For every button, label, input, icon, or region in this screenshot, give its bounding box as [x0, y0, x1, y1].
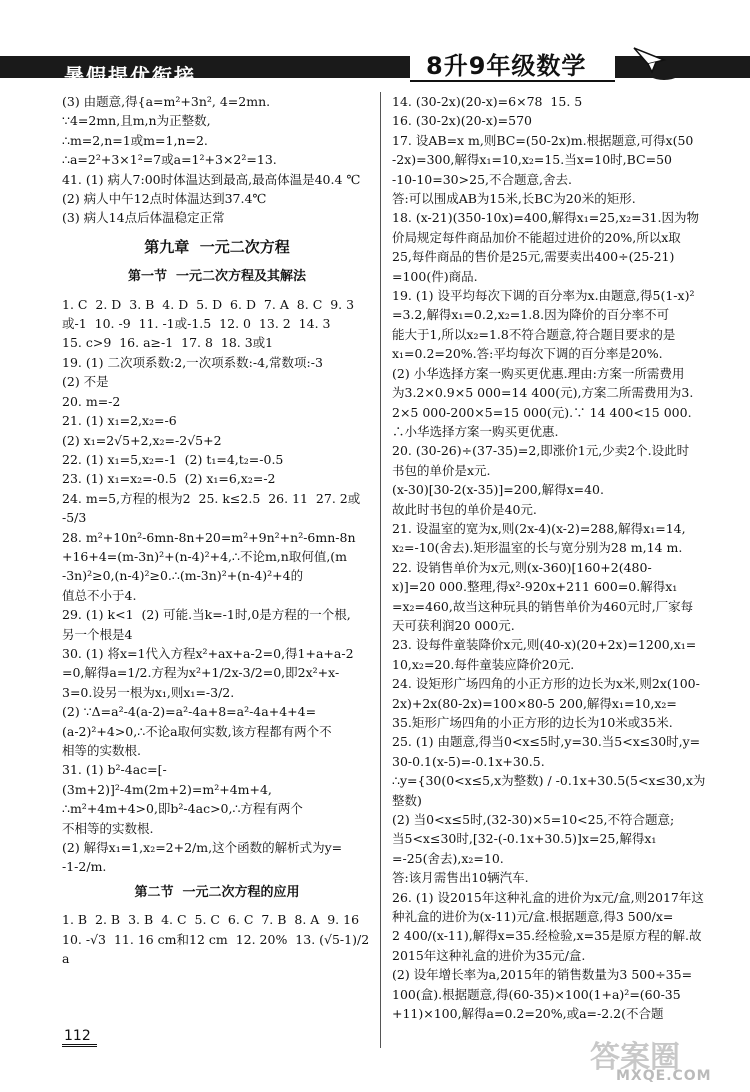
answer-line: 答:该月需售出10辆汽车.	[392, 870, 529, 886]
answer-line: ∴m=2,n=1或m=1,n=2.	[62, 132, 208, 148]
header	[0, 0, 750, 92]
answer-line: (x-30)[30-2(x-35)]=200,解得x=40.	[392, 482, 604, 498]
answer-line: (2) x₁=2√5+2,x₂=-2√5+2	[62, 432, 222, 448]
answer-line: (2) 解得x₁=1,x₂=2+2/m,这个函数的解析式为y=	[62, 840, 343, 856]
answer-line: ∵4=2mn,且m,n为正整数,	[62, 113, 211, 129]
answer-line: 31. (1) b²-4ac=[-(3m+2)]²-4m(2m+2)=m²+4m+4,	[62, 762, 272, 797]
answer-line: (3) 由题意,得{a=m²+3n², 4=2mn.	[62, 94, 271, 109]
answer-line: 答:可以围成AB为15米,长BC为20米的矩形.	[392, 191, 636, 207]
answer-line: (2) 不是	[62, 374, 109, 390]
answer-line: 25. (1) 由题意,得当0<x≤5时,y=30.当5<x≤30时,y=	[392, 734, 701, 750]
answer-line: 为3.2×0.9×5 000=14 400(元),方案二所需费用为3.	[392, 385, 694, 401]
watermark: 答案圈	[590, 1040, 680, 1075]
answer-line: 2015年这种礼盒的进价为35元/盒.	[392, 947, 586, 963]
answer-line: =-25(舍去),x₂=10.	[392, 850, 504, 866]
answer-line: 19. (1) 二次项系数:2,一次项系数:-4,常数项:-3	[62, 354, 323, 370]
answer-line: (2) 小华选择方案一购买更优惠.理由:方案一所需费用	[392, 365, 685, 381]
right-column	[392, 92, 714, 1024]
answer-line: +11)×100,解得a=0.2=20%,或a=-2.2(不合题	[392, 1006, 664, 1022]
answer-line: ∴y={30(0<x≤5,x为整数) / -0.1x+30.5(5<x≤30,x为整数)	[392, 773, 706, 808]
paper-plane-logo-icon	[630, 42, 684, 82]
answer-line: 另一个根是4	[62, 626, 133, 642]
answer-line: =0,解得a=1/2.方程为x²+1/2x-3/2=0,即2x²+x-	[62, 665, 340, 681]
answer-line: 24. m=5,方程的根为2 25. k≤2.5 26. 11 27. 2或	[62, 490, 361, 506]
answer-line: 15. c>9 16. a≥-1 17. 8 18. 3或1	[62, 335, 274, 351]
answer-line: 种礼盒的进价为(x-11)元/盒.根据题意,得3 500/x=	[392, 909, 674, 925]
header-bar-highlight	[0, 48, 360, 56]
answer-line: 21. 设温室的宽为x,则(2x-4)(x-2)=288,解得x₁=14,	[392, 520, 686, 536]
answer-line: 天可获利润20 000元.	[392, 617, 515, 633]
answer-line: 书包的单价是x元.	[392, 462, 491, 478]
column-divider	[380, 92, 381, 1048]
answer-line: 17. 设AB=x m,则BC=(50-2x)m.根据题意,可得x(50	[392, 132, 694, 148]
answer-line: 20. (30-26)÷(37-35)=2,即涨价1元,少卖2个.设此时	[392, 443, 690, 459]
answer-line: 价局规定每件商品加价不能超过进价的20%,所以x取	[392, 229, 681, 245]
section-2-title: 第二节 一元二次方程的应用	[134, 884, 300, 900]
answer-line: ∴小华选择方案一购买更优惠.	[392, 423, 559, 439]
answer-line: (a-2)²+4>0,∴不论a取何实数,该方程都有两个不	[62, 723, 332, 739]
answer-line: -5/3	[62, 510, 87, 526]
answer-line: 28. m²+10n²-6mn-8n+20=m²+9n²+n²-6mn-8n	[62, 529, 356, 545]
answers-section-2	[62, 910, 372, 968]
answer-line: 10,x₂=20.每件童装应降价20元.	[392, 656, 575, 672]
answer-line: 100(盒).根据题意,得(60-35)×100(1+a)²=(60-35	[392, 986, 681, 1002]
chapter-title: 第九章 一元二次方程	[144, 237, 290, 256]
answer-line: 当5<x≤30时,[32-(-0.1x+30.5)]x=25,解得x₁	[392, 831, 657, 847]
answer-line: x₂=-10(舍去).矩形温室的长与宽分别为28 m,14 m.	[392, 540, 683, 556]
answer-line: -10-10=30>25,不合题意,舍去.	[392, 171, 572, 187]
answer-line: ∴m²+4m+4>0,即b²-4ac>0,∴方程有两个	[62, 801, 303, 817]
answer-line: +16+4=(m-3n)²+(n-4)²+4,∴不论m,n取何值,(m	[62, 548, 348, 564]
answer-line: 26. (1) 设2015年这种礼盒的进价为x元/盒,则2017年这	[392, 889, 704, 905]
answer-line: ∴a=2²+3×1²=7或a=1²+3×2²=13.	[62, 152, 277, 168]
answer-line: 1. B 2. B 3. B 4. C 5. C 6. C 7. B 8. A 9. 16	[62, 912, 360, 928]
answer-line: x₁=0.2=20%.答:平均每次下调的百分率是20%.	[392, 346, 663, 362]
answer-line: 35.矩形广场四角的小正方形的边长为10米或35米.	[392, 715, 673, 730]
answer-line: 3=0.设另一根为x₁,则x₁=-3/2.	[62, 684, 235, 700]
answer-line: 能大于1,所以x₂=1.8不符合题意,符合题目要求的是	[392, 326, 676, 342]
answer-line: 1. C 2. D 3. B 4. D 5. D 6. D 7. A 8. C 9. 3	[62, 296, 355, 312]
answer-line: 30-0.1(x-5)=-0.1x+30.5.	[392, 753, 545, 769]
answer-line: =3.2,解得x₁=0.2,x₂=1.8.因为降价的百分率不可	[392, 307, 670, 323]
answer-line: =x₂=460,故当这种玩具的销售单价为460元时,厂家每	[392, 598, 694, 614]
answer-line: 23. 设每件童装降价x元,则(40-x)(20+2x)=1200,x₁=	[392, 637, 697, 653]
grade-subject: 8升9年级数学	[426, 52, 587, 80]
answer-line: (2) ∵Δ=a²-4(a-2)=a²-4a+8=a²-4a+4+4=	[62, 704, 317, 720]
answer-line: 29. (1) k<1 (2) 可能.当k=-1时,0是方程的一个根,	[62, 607, 351, 623]
answer-line: 24. 设矩形广场四角的小正方形的边长为x米,则2x(100-	[392, 676, 700, 692]
answer-line: (2) 当0<x≤5时,(32-30)×5=10<25,不符合题意;	[392, 812, 675, 828]
answer-line: 22. (1) x₁=5,x₂=-1 (2) t₁=4,t₂=-0.5	[62, 451, 284, 467]
answer-line: 23. (1) x₁=x₂=-0.5 (2) x₁=6,x₂=-2	[62, 471, 276, 487]
answer-line: 10. -√3 11. 16 cm和12 cm 12. 20% 13. (√5-1)/2 a	[62, 931, 374, 967]
section-1-title: 第一节 一元二次方程及其解法	[127, 269, 307, 285]
answer-line: 14. (30-2x)(20-x)=6×78 15. 5	[392, 94, 583, 109]
answer-line: -3n)²≥0,(n-4)²≥0.∴(m-3n)²+(n-4)²+4的	[62, 568, 304, 584]
answer-line: =100(件)商品.	[392, 268, 478, 284]
answer-line: 故此时书包的单价是40元.	[392, 501, 537, 517]
answer-line: 25,每件商品的售价是25元,需要卖出400÷(25-21)	[392, 249, 675, 265]
answer-line: 2x)+2x(80-2x)=100×80-5 200,解得x₁=10,x₂=	[392, 695, 677, 711]
answer-line: (2) 病人中午12点时体温达到37.4℃	[62, 191, 267, 207]
watermark-url: MXQE.COM	[616, 1068, 712, 1084]
answers-chapter-8-end	[62, 92, 372, 228]
answer-line: 2 400/(x-11),解得x=35.经检验,x=35是原方程的解.故	[392, 928, 702, 944]
answer-line: 值总不小于4.	[62, 587, 137, 603]
answer-line: 19. (1) 设平均每次下调的百分率为x.由题意,得5(1-x)²	[392, 288, 695, 304]
answer-line: 22. 设销售单价为x元,则(x-360)[160+2(480-	[392, 559, 652, 575]
left-column	[62, 92, 372, 968]
answers-section-2-continued	[392, 92, 714, 1024]
answers-section-1	[62, 295, 372, 877]
book-title: 暑假提优衔接	[64, 64, 196, 88]
answer-line: 不相等的实数根.	[62, 820, 154, 836]
answer-line: (3) 病人14点后体温稳定正常	[62, 210, 225, 226]
answer-line: (2) 设年增长率为a,2015年的销售数量为3 500÷35=	[392, 967, 693, 983]
answer-line: 16. (30-2x)(20-x)=570	[392, 113, 533, 129]
answer-line: 相等的实数根.	[62, 743, 141, 758]
answer-line: 18. (x-21)(350-10x)=400,解得x₁=25,x₂=31.因为物	[392, 210, 699, 226]
page-number: 112	[62, 1028, 97, 1047]
answer-line: 30. (1) 将x=1代入方程x²+ax+a-2=0,得1+a+a-2	[62, 645, 354, 661]
answer-line: 或-1 10. -9 11. -1或-1.5 12. 0 13. 2 14. 3	[62, 316, 331, 332]
answer-line: x)]=20 000.整理,得x²-920x+211 600=0.解得x₁	[392, 579, 678, 595]
answer-line: -1-2/m.	[62, 859, 107, 875]
answer-line: -2x)=300,解得x₁=10,x₂=15.当x=10时,BC=50	[392, 152, 672, 168]
answer-line: 21. (1) x₁=2,x₂=-6	[62, 413, 177, 429]
answer-line: 41. (1) 病人7:00时体温达到最高,最高体温是40.4 ℃	[62, 171, 361, 187]
answer-line: 2×5 000-200×5=15 000(元).∵ 14 400<15 000.	[392, 404, 692, 420]
answer-line: 20. m=-2	[62, 393, 121, 409]
